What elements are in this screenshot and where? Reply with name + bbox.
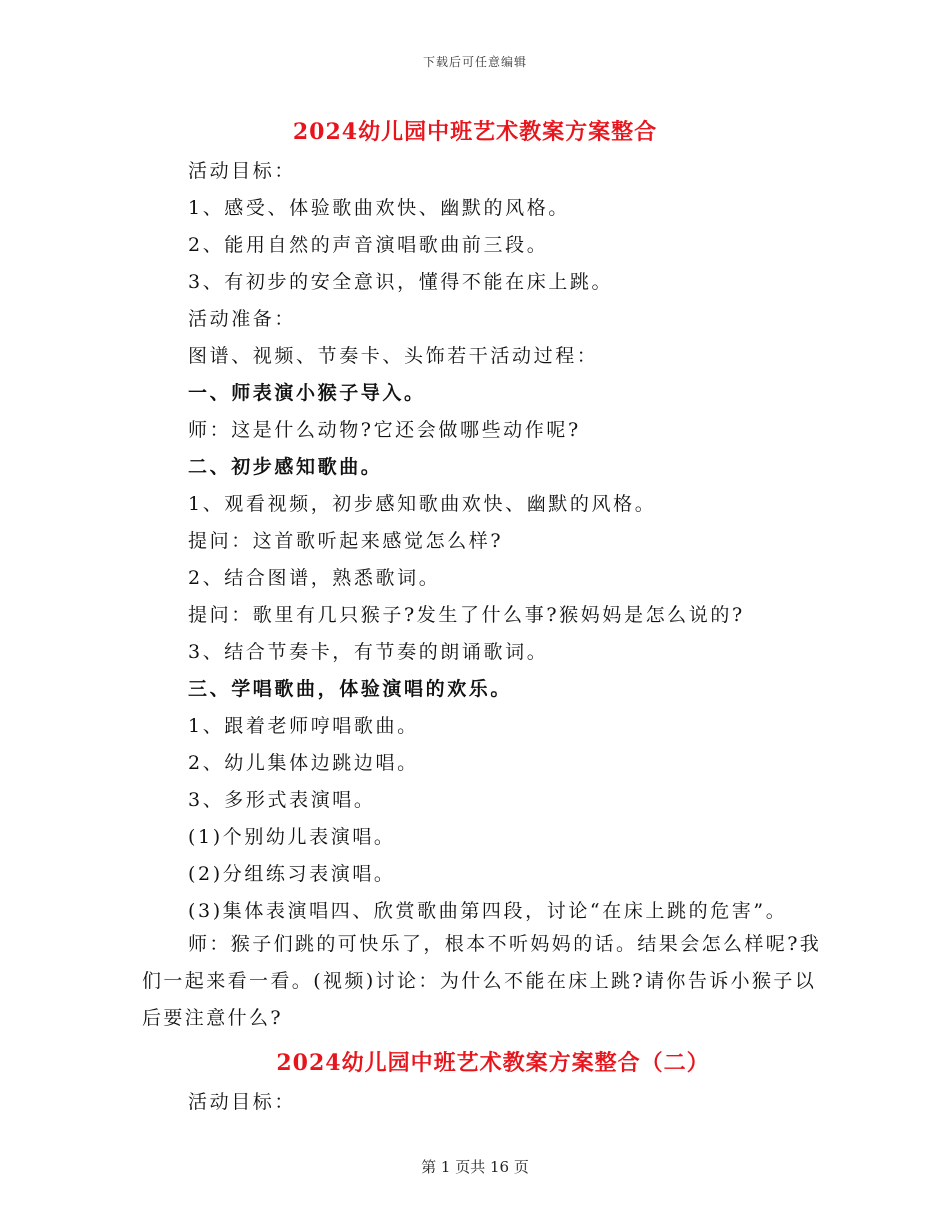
document-title: 2024幼儿园中班艺术教案方案整合 (292, 119, 658, 145)
step-heading-3: 三、学唱歌曲，体验演唱的欢乐。 (188, 678, 513, 700)
question-line: 提问：歌里有几只猴子?发生了什么事?猴妈妈是怎么说的? (188, 604, 745, 626)
step-heading-1: 一、师表演小猴子导入。 (188, 382, 426, 404)
section-label-objectives: 活动目标： (188, 160, 297, 182)
question-line: 提问：这首歌听起来感觉怎么样? (188, 530, 504, 552)
objective-item-1: 1、感受、体验歌曲欢快、幽默的风格。 (188, 197, 570, 219)
step-heading-2: 二、初步感知歌曲。 (188, 456, 383, 478)
section-label-preparation: 活动准备： (188, 308, 297, 330)
step-item: 1、观看视频，初步感知歌曲欢快、幽默的风格。 (188, 493, 657, 515)
step-item: 2、幼儿集体边跳边唱。 (188, 752, 419, 774)
discussion-paragraph: 师：猴子们跳的可快乐了，根本不听妈妈的话。结果会怎么样呢?我们一起来看一看。(视频)讨论：为什么不能在床上跳?请你告诉小猴子以后要注意什么? (142, 933, 822, 1029)
page-footer: 第 1 页共 16 页 (421, 1158, 529, 1176)
teacher-line: 师：这是什么动物?它还会做哪些动作呢? (188, 419, 581, 441)
step-item: 3、多形式表演唱。 (188, 789, 376, 811)
sub-step-item: (2)分组练习表演唱。 (188, 863, 396, 885)
page-header: 下载后可任意编辑 (422, 55, 527, 69)
step-item: 3、结合节奏卡，有节奏的朗诵歌词。 (188, 641, 549, 663)
sub-step-item: (3)集体表演唱四、欣赏歌曲第四段，讨论“在床上跳的危害”。 (188, 900, 788, 922)
objective-item-2: 2、能用自然的声音演唱歌曲前三段。 (188, 234, 549, 256)
document-title-part-2: 2024幼儿园中班艺术教案方案整合（二） (276, 1050, 710, 1076)
preparation-text: 图谱、视频、节奏卡、头饰若干活动过程： (188, 345, 599, 367)
objective-item-3: 3、有初步的安全意识，懂得不能在床上跳。 (188, 271, 614, 293)
sub-step-item: (1)个别幼儿表演唱。 (188, 826, 396, 848)
step-item: 2、结合图谱，熟悉歌词。 (188, 567, 441, 589)
section-label-objectives-2: 活动目标： (188, 1091, 297, 1113)
step-item: 1、跟着老师哼唱歌曲。 (188, 715, 419, 737)
